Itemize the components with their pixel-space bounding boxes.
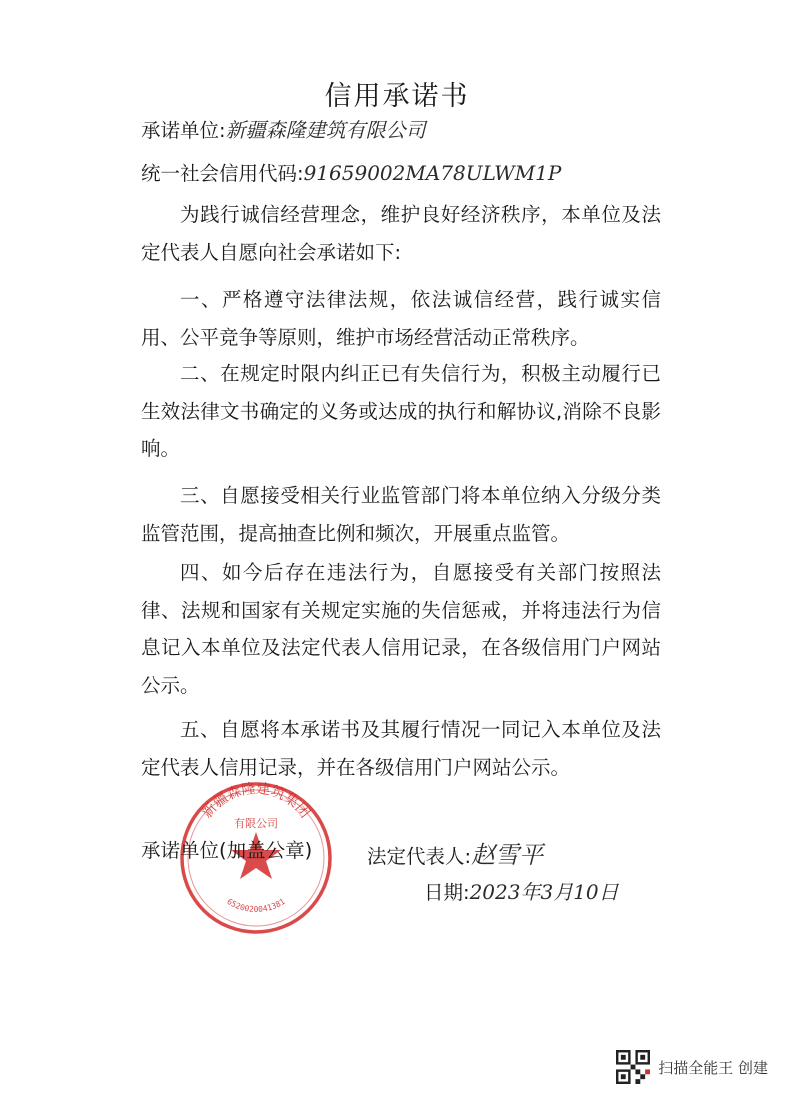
credit-code-value: 91659002MA78ULWM1P [303,161,562,185]
credit-code-line [141,160,561,187]
date-value: 2023年3月10日 [469,880,619,904]
paragraph-5: 五、自愿将本承诺书及其履行情况一同记入本单位及法定代表人信用记录，并在各级信用门户网站公示。 [141,718,661,779]
document-title: 信用承诺书 [324,81,470,112]
paragraph-3: 三、自愿接受相关行业监管部门将本单位纳入分级分类监管范围，提高抽查比例和频次，开展重点监管。 [141,484,661,545]
credit-code-label: 统一社会信用代码: [141,162,304,185]
legal-rep-line [367,835,543,870]
paragraph-4: 四、如今后存在违法行为，自愿接受有关部门按照法律、法规和国家有关规定实施的失信惩戒，并将违法行为信息记入本单位及法定代表人信用记录，在各级信用门户网站公示。 [141,561,661,697]
unit-value: 新疆森隆建筑有限公司 [225,118,426,142]
seal-text-inner: 有限公司 [234,817,278,830]
svg-text:6520020041381 [225,897,286,914]
paragraph-1: 一、严格遵守法律法规，依法诚信经营，践行诚实信用、公平竞争等原则，维护市场经营活动正常秩序。 [141,288,661,349]
unit-label: 承诺单位: [141,119,226,142]
unit-seal-label: 承诺单位(加盖公章) [141,839,313,862]
paragraph-2: 二、在规定时限内纠正已有失信行为，积极主动履行已生效法律文书确定的义务或达成的执行和解协议,消除不良影响。 [141,362,661,460]
date-label: 日期: [424,881,470,904]
seal-number: 6520020041381 [225,896,287,914]
qr-code-icon [616,1050,650,1084]
svg-text:新疆森隆建筑集团 [199,780,312,821]
legal-rep-signature: 赵雪平 [471,841,544,869]
scanner-app-text: 扫描全能王 创建 [658,1058,768,1077]
legal-rep-label: 法定代表人: [367,845,472,868]
scanner-watermark [616,1050,768,1084]
seal-text-top: 新疆森隆建筑集团 [199,780,313,822]
unit-line [141,117,426,144]
date-line [424,876,619,905]
paragraph-intro: 为践行诚信经营理念，维护良好经济秩序，本单位及法定代表人自愿向社会承诺如下: [141,203,661,264]
